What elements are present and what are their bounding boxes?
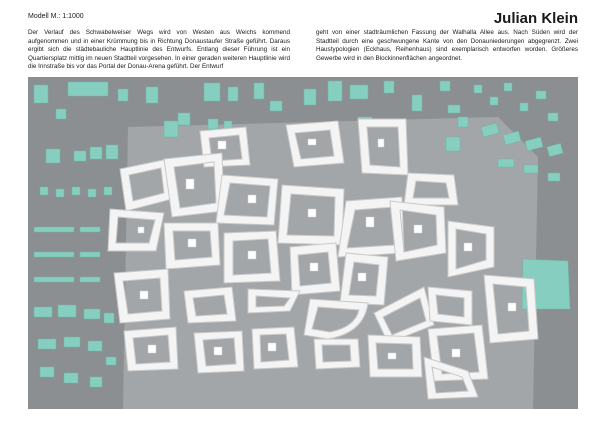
description-left-column: Der Verlauf des Schwabelweiser Wegs wird von Westen aus Weichs kommend aufgenommen und in einer Krümmung bis in Richtung Donaustaufer Straße geführt. Daraus ergibt sich die städtebauliche Hauptlinie des Entwurfs. Entlang dieser Führung ist ein Quartiersplatz mittig im neuen Stadtteil vorgesehen. In einer geraden weiteren Hauptlinie wird die Innstraße bis vor das Portal der Donau-Arena geführt. Der Entwurf	[28, 29, 290, 71]
model-photo	[28, 77, 578, 409]
description-right-column: geht von einer stadträumlichen Fassung der Walhalla Allee aus. Nach Süden wird der Stadtteil durch eine geschwungene Kante von den Donauniederungen abgegrenzt. Zwei Haustypologien (Eckhaus, Reihenhaus) sind exemplarisch entworfen worden. Größeres Gewerbe wird in den Blockinnenflächen angeordnet.	[316, 29, 578, 62]
author-name: Julian Klein	[493, 10, 578, 27]
model-scale-label: Modell M.: 1:1000	[28, 13, 84, 20]
